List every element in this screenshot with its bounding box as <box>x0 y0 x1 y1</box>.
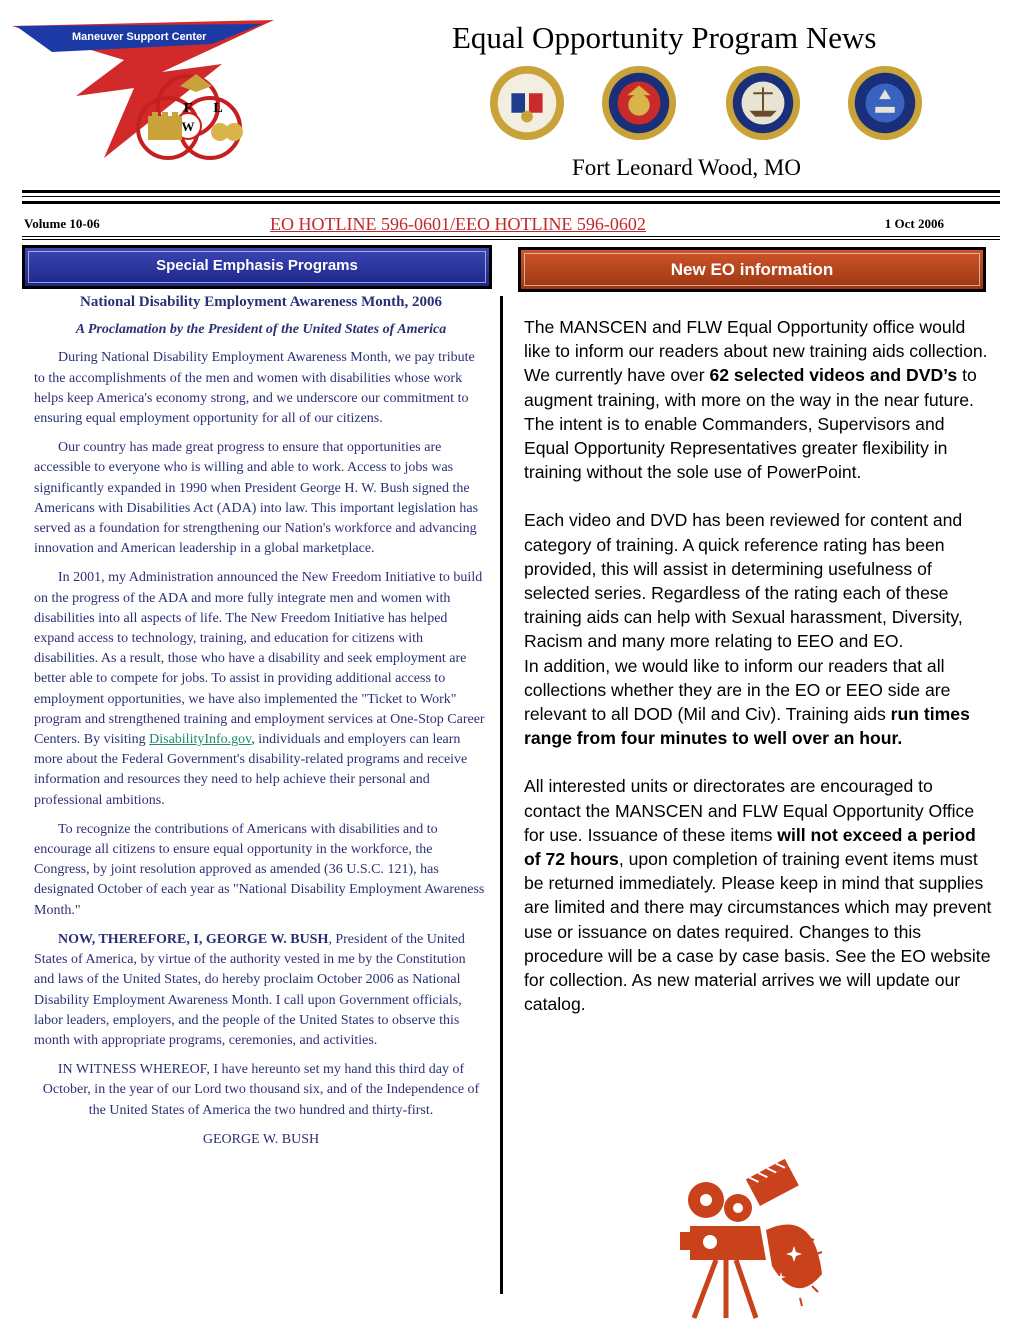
p3-text-b: , individuals and employers can learn more about the Federal Government's disability-related programs and receive information and resources they need to help achieve their personal and professional ambitions. <box>34 732 468 808</box>
header-rule-thin <box>22 196 1000 197</box>
marine-corps-seal-icon <box>600 64 678 142</box>
proclamation-paragraph-5 <box>34 930 488 1051</box>
proclamation-paragraph-3 <box>34 568 488 810</box>
army-seal-icon <box>488 64 566 142</box>
now-therefore-text: NOW, THEREFORE, I, GEORGE W. BUSH <box>58 931 329 947</box>
volume-number: Volume 10-06 <box>24 216 100 231</box>
proclamation-paragraph-2: Our country has made great progress to ensure that opportunities are accessible to everyone who is willing and able to work. Access to jobs was significantly expanded in 1990 when President George H. W. Bush signed the Americans with Disabilities Act (ADA) into law. This important legislation has served as a foundation for strengthening our Nation's workforce and advancing innovation and American leadership in a global marketplace. <box>34 440 479 557</box>
logo-letter-l: L <box>213 101 223 116</box>
proclamation-paragraph-4: To recognize the contributions of Americans with disabilities and to encourage all citizens to ensure equal opportunity in the workforce, the Congress, by joint resolution approved as amended (36 U.S.C. 121), has designated October of each year as "National Disability Employment Awareness Month." <box>34 821 485 918</box>
navy-seal-icon <box>724 64 802 142</box>
logo-graphic <box>12 16 282 166</box>
disabilityinfo-link[interactable]: DisabilityInfo.gov <box>149 732 252 748</box>
hotline-link[interactable]: EO HOTLINE 596-0601/EEO HOTLINE 596-0602 <box>270 214 646 234</box>
eo-p4-bold: will not exceed a period of 72 hours <box>524 824 976 870</box>
proclamation-paragraph-1: During National Disability Employment Awareness Month, we pay tribute to the accomplishments of the men and women with disabilities whose work helps keep America's economy strong, and we underscore our commitment to ensuring equal employment opportunity for all of our citizens. <box>34 350 475 427</box>
movie-camera-icon <box>676 1156 828 1324</box>
logo-letter-w: W <box>181 119 195 134</box>
eo-p1-text-b: to augment training, with more on the way in the near future. The intent is to enable Commanders, Supervisors and Equal Opportunity Representatives greater flexibility in training without the sole use of PowerPoint. <box>524 365 977 483</box>
eo-paragraph-4 <box>524 774 994 1016</box>
ndeam-heading: National Disability Employment Awareness Month, 2006 <box>80 294 442 310</box>
header-rule-bottom <box>22 201 1000 204</box>
issue-date: 1 Oct 2006 <box>884 216 944 231</box>
special-emphasis-label: Special Emphasis Programs <box>156 256 358 274</box>
newsletter-title: Equal Opportunity Program News <box>452 20 877 55</box>
eo-p3-text: In addition, we would like to inform our readers that all collections whether they are in the EO or EEO side are relevant to all DOD (Mil and Civ). Training aids <box>524 655 951 725</box>
header-rule-top <box>22 190 1000 193</box>
service-seals <box>488 64 928 150</box>
logo-banner-text: Maneuver Support Center <box>72 31 207 43</box>
in-witness-paragraph: IN WITNESS WHEREOF, I have hereunto set my hand this third day of October, in the year of our Lord two thousand six, and of the Independence of the United States of America the two hundred and thirty-first. <box>42 1062 480 1118</box>
info-rule-1 <box>22 236 1000 237</box>
info-rule-2 <box>22 239 1000 240</box>
newsletter-location: Fort Leonard Wood, MO <box>572 155 801 180</box>
p5-text: , President of the United States of America, by virtue of the authority vested in me by the Constitution and laws of the United States, do hereby proclaim October 2006 as National Disability Employment Awareness Month. I call upon Government officials, labor leaders, employers, and the people of the United States to observe this month with appropriate programs, ceremonies, and activities. <box>34 931 466 1048</box>
eo-paragraph-2: Each video and DVD has been reviewed for content and category of training. A quick reference rating has been provided, this will assist in determining usefulness of selected series. Regardless of the rating each of these training aids can help with Sexual harassment, Diversity, Racism and many more relating to EEO and EO. <box>524 510 963 652</box>
proclamation-title: A Proclamation by the President of the United States of America <box>75 322 447 338</box>
eo-paragraph-1 <box>524 315 994 484</box>
eo-p1-text-a: The MANSCEN and FLW Equal Opportunity office would like to inform our readers about new training aids collection. We currently have over <box>524 317 988 386</box>
air-force-seal-icon <box>846 64 924 142</box>
eo-p3-bold: run times range from four minutes to well over an hour. <box>524 704 970 749</box>
maneuver-support-center-logo <box>12 16 282 166</box>
logo-letter-f: F <box>183 101 193 116</box>
new-eo-info-label: New EO information <box>670 259 834 279</box>
eo-p4-text-a: All interested units or directorates are encouraged to contact the MANSCEN and FLW Equal Opportunity Office for use. Issuance of these items <box>524 776 975 845</box>
eo-p1-bold: 62 selected videos and DVD’s <box>709 365 958 386</box>
eo-paragraph-3 <box>524 654 994 751</box>
info-bar <box>22 214 1000 236</box>
new-eo-info-header <box>518 247 986 292</box>
column-divider <box>500 296 503 1294</box>
new-eo-info-column <box>524 315 994 1040</box>
p3-text-a: In 2001, my Administration announced the New Freedom Initiative to build on the progress of the ADA and more fully integrate men and women with disabilities into all aspects of life. The New Freedom Initiative has helped expand access to technology, training, and education for citizens with disabilities. As a result, those who have a disability and seek employment are better able to compete for jobs. To assist in providing additional access to employment opportunities, we have also implemented the "Ticket to Work" program and strengthened training and employment services at One-Stop Career Centers. By visiting <box>34 570 485 748</box>
special-emphasis-header <box>22 245 492 289</box>
proclamation-column <box>34 292 488 1159</box>
eo-p4-text-b: , upon completion of training event items must be returned immediately. Please keep in mind that supplies are limited and there may circumstances which may prevent use or issuance on dates required. Changes to this procedure will be a case by case basis. See the EO website for collection. As new material arrives we will update our catalog. <box>524 849 992 1015</box>
signature: GEORGE W. BUSH <box>202 1131 320 1147</box>
